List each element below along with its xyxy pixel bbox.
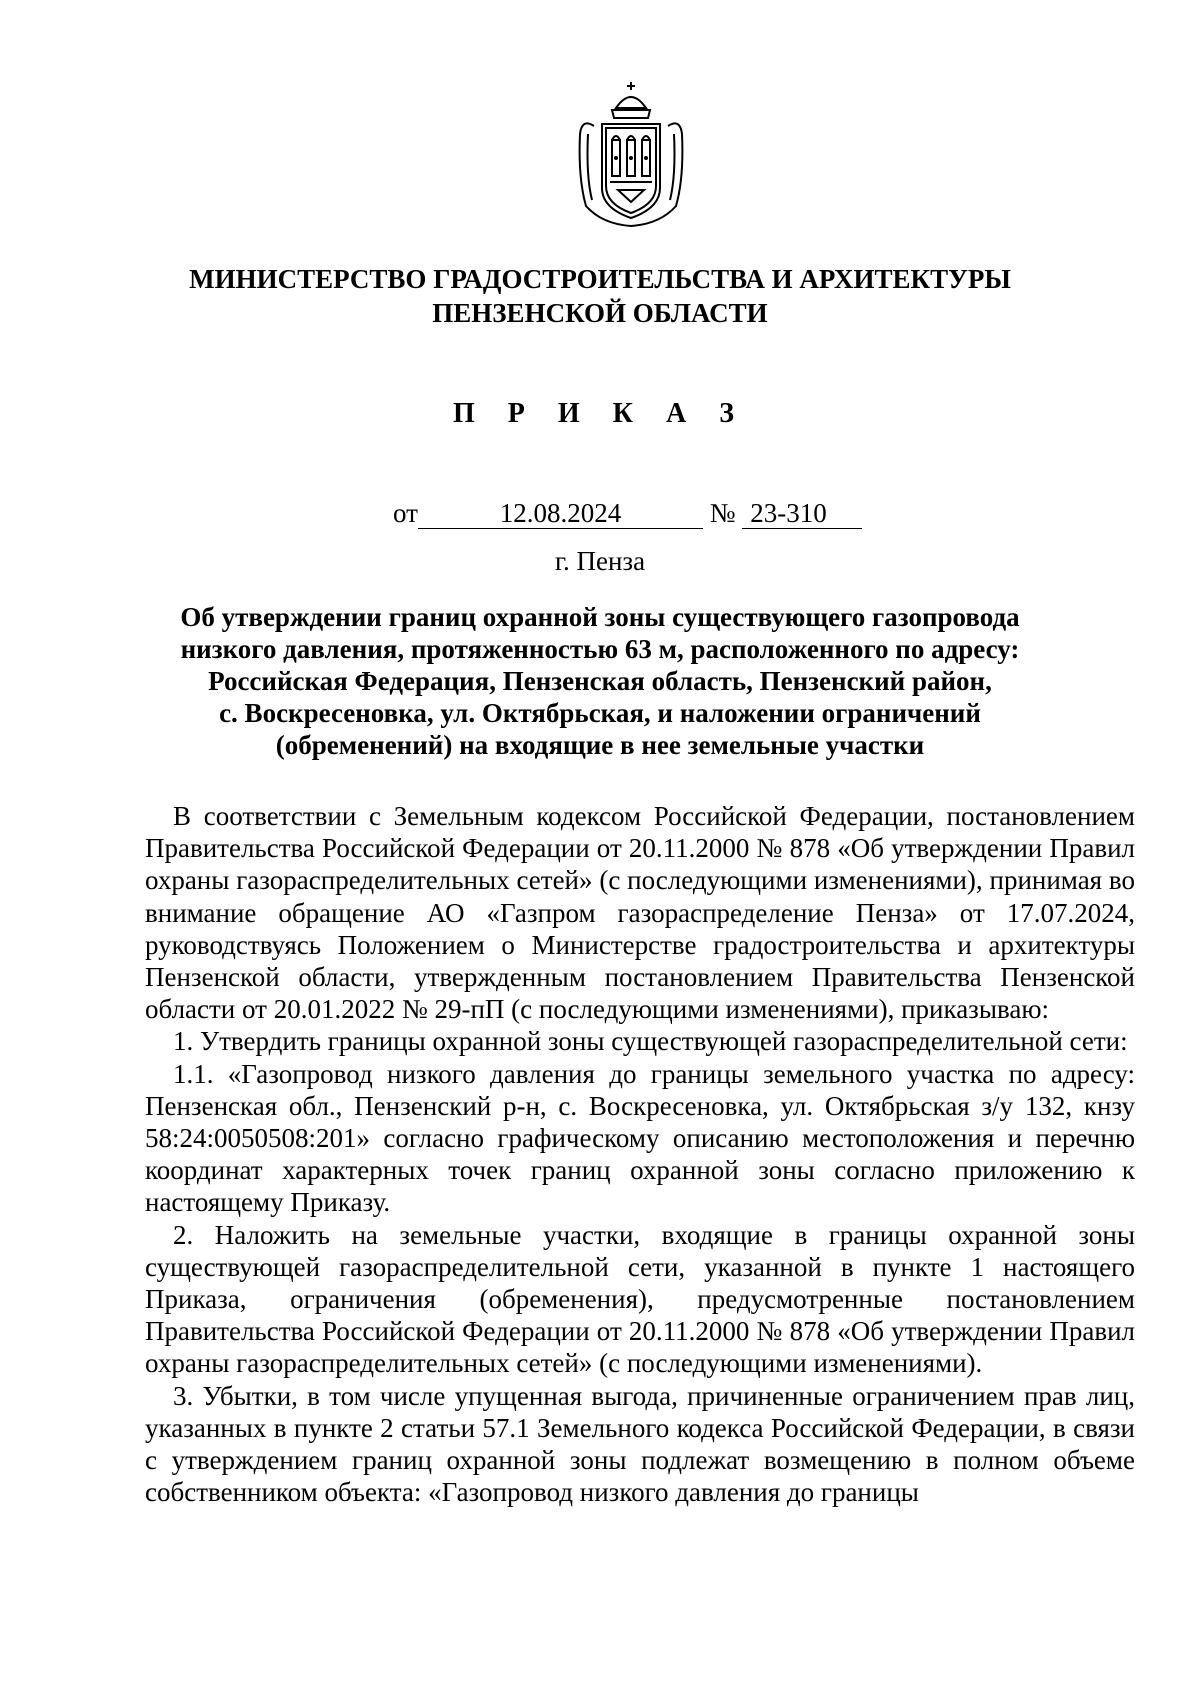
- coat-of-arms-icon: [572, 78, 690, 228]
- document-number: 23-310: [742, 498, 862, 529]
- date-prefix: от: [393, 498, 418, 528]
- ministry-name-line1: МИНИСТЕРСТВО ГРАДОСТРОИТЕЛЬСТВА И АРХИТЕКТУРЫ: [189, 264, 1011, 294]
- subject-line: (обременений) на входящие в нее земельные участки: [275, 730, 925, 760]
- subject-line: Об утверждении границ охранной зоны существующего газопровода: [180, 602, 1020, 632]
- document-body: [145, 800, 1135, 1508]
- document-date: 12.08.2024: [418, 498, 703, 529]
- subject-line: Российская Федерация, Пензенская область, Пензенский район,: [208, 666, 992, 696]
- subject-line: с. Воскресеновка, ул. Октябрьская, и наложении ограничений: [219, 698, 981, 728]
- subject-line: низкого давления, протяженностью 63 м, расположенного по адресу:: [180, 634, 1020, 664]
- document-city: г. Пенза: [554, 546, 646, 576]
- body-paragraph: В соответствии с Земельным кодексом Российской Федерации, постановлением Правительства Российской Федерации от 20.11.2000 № 878 «Об утверждении Правил охраны газораспределительных сетей» (с последующими изменениями), принимая во внимание обращение АО «Газпром газораспределение Пенза» от 17.07.2024, руководствуясь Положением о Министерстве градостроительства и архитектуры Пензенской области, утвержденным постановлением Правительства Пензенской области от 20.01.2022 № 29-пП (с последующими изменениями), приказываю:: [145, 801, 1135, 1025]
- body-paragraph: 1. Утвердить границы охранной зоны существующей газораспределительной сети:: [173, 1026, 1128, 1057]
- document-subject: [0, 601, 1200, 761]
- document-type-title: П Р И К А З: [453, 398, 747, 429]
- ministry-name: [0, 262, 1200, 330]
- number-prefix: №: [709, 498, 736, 528]
- body-paragraph: 1.1. «Газопровод низкого давления до границы земельного участка по адресу: Пензенская обл., Пензенский р-н, с. Воскресеновка, ул. Октябрьская з/у 132, кнзу 58:24:0050508:201» согласно графическому описанию местоположения и перечню координат характерных точек границ охранной зоны согласно приложению к настоящему Приказу.: [145, 1058, 1135, 1218]
- body-paragraph: 2. Наложить на земельные участки, входящие в границы охранной зоны существующей газораспределительной сети, указанной в пункте 1 настоящего Приказа, ограничения (обременения), предусмотренные постановлением Правительства Российской Федерации от 20.11.2000 № 878 «Об утверждении Правил охраны газораспределительных сетей» (с последующими изменениями).: [145, 1219, 1135, 1379]
- date-number-line: [393, 498, 862, 529]
- ministry-name-line2: ПЕНЗЕНСКОЙ ОБЛАСТИ: [432, 298, 768, 328]
- body-paragraph: 3. Убытки, в том числе упущенная выгода, причиненные ограничением прав лиц, указанных в пункте 2 статьи 57.1 Земельного кодекса Российской Федерации, в связи с утверждением границ охранной зоны подлежат возмещению в полном объеме собственником объекта: «Газопровод низкого давления до границы: [145, 1380, 1135, 1508]
